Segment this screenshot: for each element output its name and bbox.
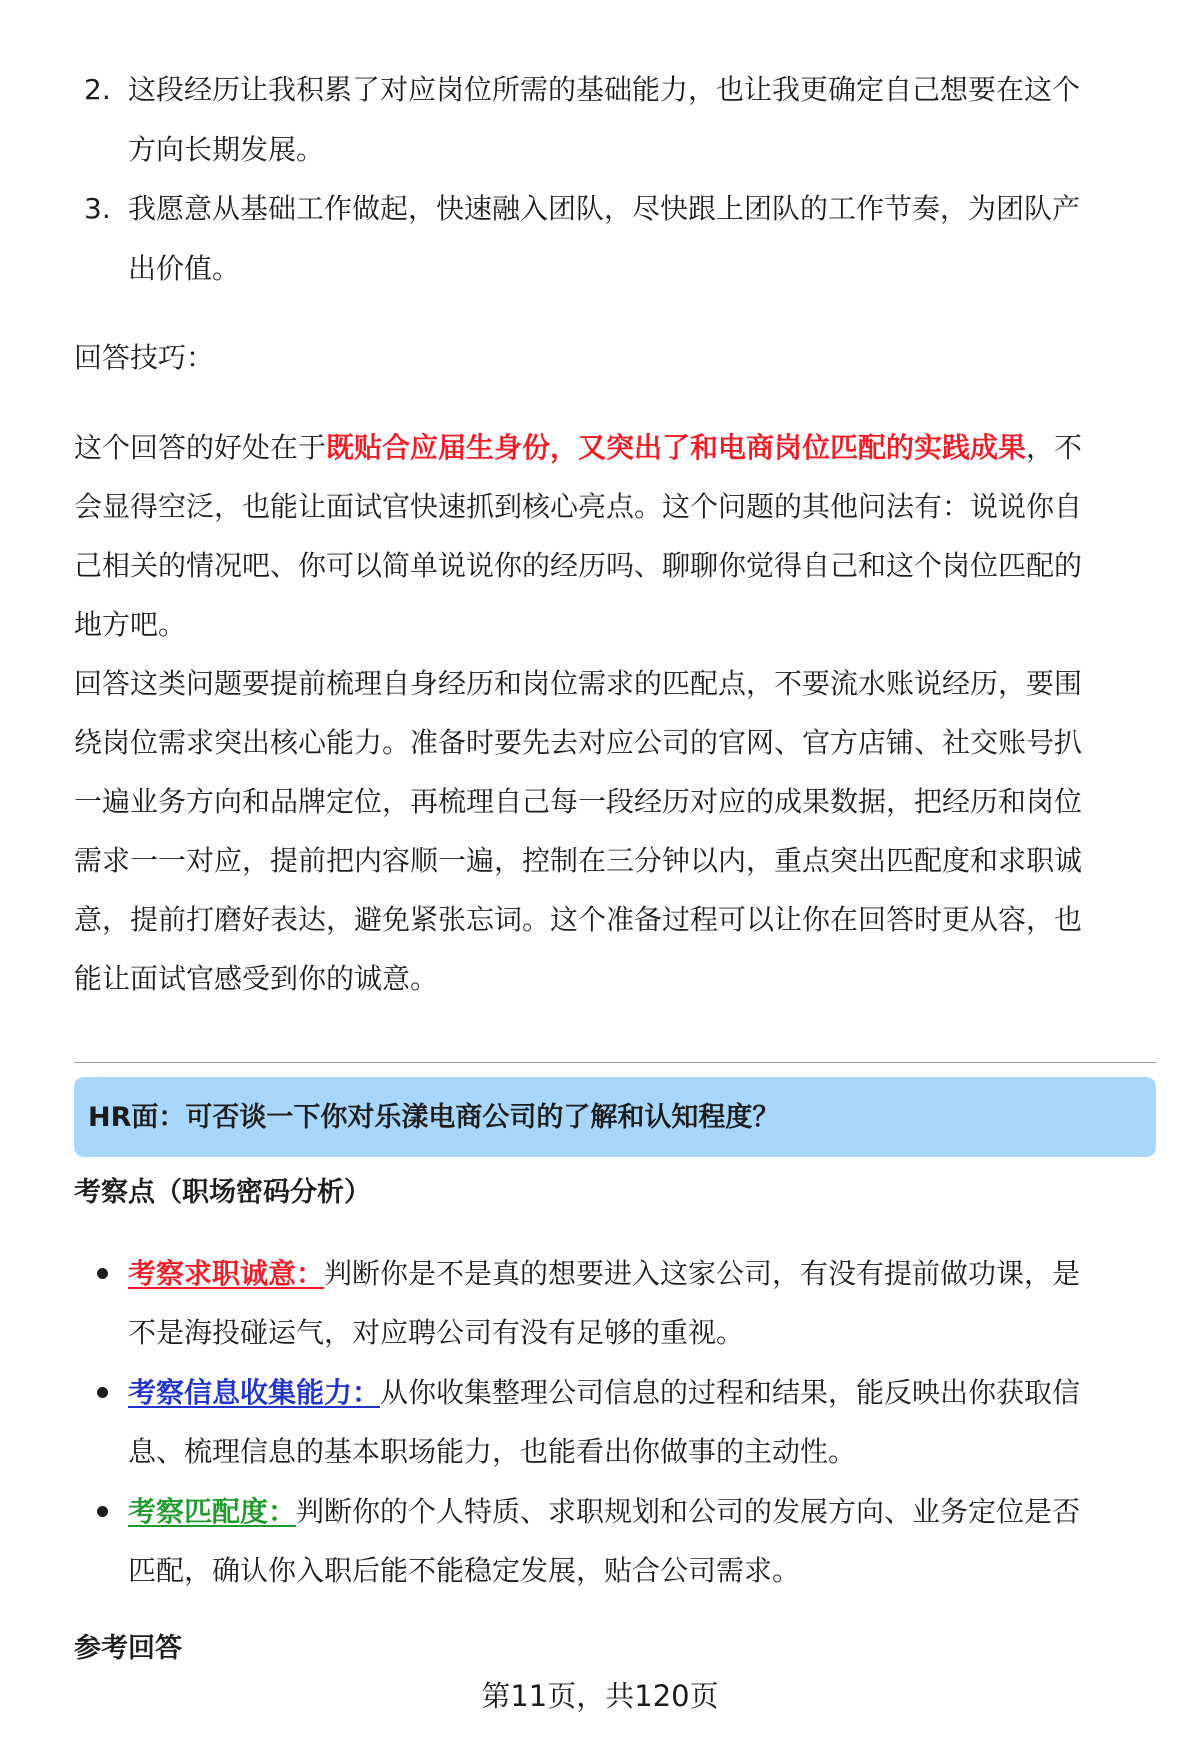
bullet-dot-icon [97, 1506, 108, 1517]
page-number-footer: 第11页，共120页 [481, 1679, 719, 1713]
tips-paragraph-2-line-3: 一遍业务方向和品牌定位，再梳理自己每一段经历对应的成果数据，把经历和岗位 [74, 785, 1083, 818]
analysis-bullet-2-line-2: 息、梳理信息的基本职场能力，也能看出你做事的主动性。 [128, 1435, 857, 1468]
list-number-2: 2. [84, 73, 111, 106]
tips-paragraph-1-line-2: 会显得空泛，也能让面试官快速抓到核心亮点。这个问题的其他问法有：说说你自 [74, 490, 1083, 523]
tips-paragraph-2-line-6: 能让面试官感受到你的诚意。 [74, 962, 439, 995]
list-item-2-line-1: 这段经历让我积累了对应岗位所需的基础能力，也让我更确定自己想要在这个 [128, 73, 1081, 106]
list-item-3-line-1: 我愿意从基础工作做起，快速融入团队，尽快跟上团队的工作节奏，为团队产 [128, 192, 1081, 225]
analysis-bullet-1-line-1 [128, 1254, 1080, 1294]
tips-paragraph-1-line-1 [74, 428, 1082, 468]
tips-paragraph-2-line-5: 意，提前打磨好表达，避免紧张忘词。这个准备过程可以让你在回答时更从容，也 [74, 903, 1083, 936]
tips-p1-highlight: 既贴合应届生身份，又突出了和电商岗位匹配的实践成果 [326, 431, 1027, 464]
list-item-2-line-2: 方向长期发展。 [128, 133, 325, 166]
tips-paragraph-1-line-4: 地方吧。 [74, 608, 187, 641]
bullet-dot-icon [97, 1268, 108, 1279]
analysis-bullet-2-line-1 [128, 1373, 1080, 1413]
bullet-dot-icon [97, 1387, 108, 1398]
list-item-3-line-2: 出价值。 [128, 252, 241, 285]
tips-paragraph-1-line-3: 己相关的情况吧、你可以简单说说你的经历吗、聊聊你觉得自己和这个岗位匹配的 [74, 549, 1083, 582]
analysis-bullet-3-line-2: 匹配，确认你入职后能不能稳定发展，贴合公司需求。 [128, 1554, 801, 1587]
tips-paragraph-2-line-4: 需求一一对应，提前把内容顺一遍，控制在三分钟以内，重点突出匹配度和求职诚 [74, 844, 1083, 877]
list-number-3: 3. [84, 192, 111, 225]
tips-p1-post: ，不 [1026, 431, 1083, 464]
analysis-bullet-3-text: 判断你的个人特质、求职规划和公司的发展方向、业务定位是否 [296, 1495, 1081, 1528]
section-divider [74, 1062, 1156, 1063]
tips-p1-pre: 这个回答的好处在于 [74, 431, 327, 464]
tips-heading: 回答技巧： [74, 341, 215, 374]
hr-question-title: HR面：可否谈一下你对乐漾电商公司的了解和认知程度？ [88, 1102, 780, 1133]
analysis-bullet-3-label: 考察匹配度： [128, 1495, 297, 1528]
analysis-bullet-3-line-1 [128, 1492, 1080, 1532]
tips-paragraph-2-line-1: 回答这类问题要提前梳理自身经历和岗位需求的匹配点，不要流水账说经历，要围 [74, 667, 1083, 700]
analysis-heading: 考察点（职场密码分析） [74, 1177, 371, 1208]
analysis-bullet-2-label: 考察信息收集能力： [128, 1376, 381, 1409]
analysis-bullet-1-line-2: 不是海投碰运气，对应聘公司有没有足够的重视。 [128, 1316, 745, 1349]
analysis-bullet-1-text: 判断你是不是真的想要进入这家公司，有没有提前做功课，是 [324, 1257, 1081, 1290]
tips-paragraph-2-line-2: 绕岗位需求突出核心能力。准备时要先去对应公司的官网、官方店铺、社交账号扒 [74, 726, 1083, 759]
analysis-bullet-2-text: 从你收集整理公司信息的过程和结果，能反映出你获取信 [380, 1376, 1081, 1409]
reference-answer-heading: 参考回答 [74, 1633, 182, 1664]
analysis-bullet-1-label: 考察求职诚意： [128, 1257, 325, 1290]
